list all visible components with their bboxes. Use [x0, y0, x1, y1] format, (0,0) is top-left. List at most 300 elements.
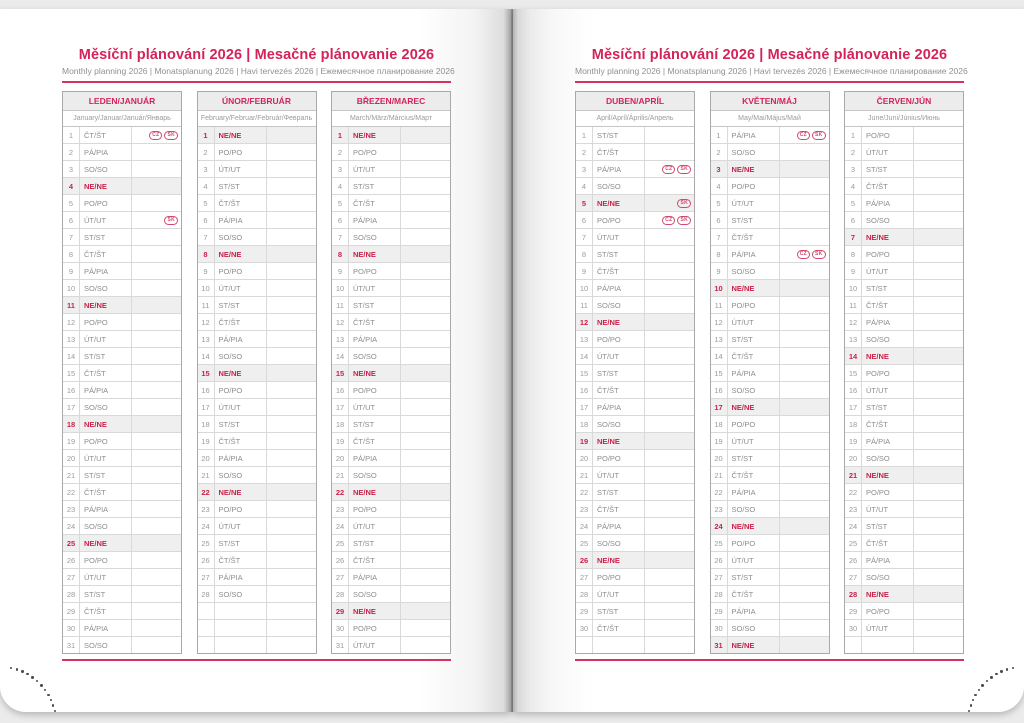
day-abbrev: PO/PO — [349, 501, 401, 517]
day-row — [845, 212, 963, 229]
day-note-cell — [267, 535, 316, 551]
day-number: 22 — [576, 484, 593, 500]
day-note-cell — [267, 127, 316, 143]
day-abbrev: NE/NE — [862, 229, 914, 245]
day-note-cell — [645, 467, 694, 483]
day-number: 10 — [198, 280, 215, 296]
day-abbrev: ÚT/UT — [862, 620, 914, 636]
day-abbrev: ST/ST — [862, 518, 914, 534]
day-number-empty — [198, 620, 215, 636]
day-row — [845, 620, 963, 637]
day-row — [198, 331, 316, 348]
day-note-cell — [914, 535, 963, 551]
day-row — [845, 195, 963, 212]
day-note-cell — [267, 365, 316, 381]
day-number: 28 — [711, 586, 728, 602]
day-row — [711, 484, 829, 501]
day-number: 24 — [845, 518, 862, 534]
day-row — [711, 297, 829, 314]
day-row — [576, 535, 694, 552]
day-row — [63, 195, 181, 212]
day-note-cell — [132, 552, 181, 568]
day-note-cell — [645, 484, 694, 500]
day-row — [63, 144, 181, 161]
day-row — [576, 144, 694, 161]
day-note-cell — [914, 246, 963, 262]
day-number: 4 — [63, 178, 80, 194]
day-note-cell — [780, 586, 829, 602]
day-number: 11 — [198, 297, 215, 313]
day-abbrev: ČT/ŠT — [80, 246, 132, 262]
day-number: 2 — [576, 144, 593, 160]
day-note-cell — [780, 484, 829, 500]
day-row — [63, 212, 181, 229]
day-note-cell — [401, 280, 450, 296]
day-number: 7 — [332, 229, 349, 245]
day-number: 1 — [332, 127, 349, 143]
day-row — [332, 433, 450, 450]
day-row — [845, 535, 963, 552]
day-note-cell — [267, 586, 316, 602]
day-abbrev: ST/ST — [593, 246, 645, 262]
day-abbrev: ÚT/UT — [349, 637, 401, 653]
day-row-sunday — [332, 365, 450, 382]
day-abbrev: ÚT/UT — [728, 552, 780, 568]
day-number: 4 — [711, 178, 728, 194]
day-abbrev: PO/PO — [862, 484, 914, 500]
day-abbrev: PO/PO — [215, 144, 267, 160]
month-table-unor-februar — [197, 91, 317, 654]
day-note-cell — [645, 212, 694, 228]
day-row-sunday — [845, 348, 963, 365]
day-number: 19 — [63, 433, 80, 449]
day-row — [576, 569, 694, 586]
day-number: 6 — [332, 212, 349, 228]
day-row — [332, 331, 450, 348]
day-abbrev: PO/PO — [728, 416, 780, 432]
day-abbrev: PO/PO — [862, 246, 914, 262]
day-number: 30 — [576, 620, 593, 636]
title-rule — [575, 81, 964, 83]
day-note-cell — [645, 535, 694, 551]
day-number: 3 — [845, 161, 862, 177]
day-abbrev: ÚT/UT — [80, 450, 132, 466]
day-note-cell — [132, 178, 181, 194]
day-abbrev: ČT/ŠT — [728, 467, 780, 483]
day-number: 12 — [845, 314, 862, 330]
day-number-empty — [198, 637, 215, 653]
day-note-cell — [267, 637, 316, 653]
page-subtitle: Monthly planning 2026 | Monatsplanung 2026 | Havi tervezés 2026 | Ежемесячное планирование 2026 — [62, 66, 455, 76]
day-abbrev: PO/PO — [593, 331, 645, 347]
day-abbrev: NE/NE — [728, 399, 780, 415]
day-note-cell — [132, 467, 181, 483]
day-abbrev: ČT/ŠT — [349, 195, 401, 211]
day-row — [198, 195, 316, 212]
day-abbrev: ÚT/UT — [215, 518, 267, 534]
day-number: 3 — [576, 161, 593, 177]
day-abbrev: NE/NE — [593, 195, 645, 211]
empty-day-row — [198, 637, 316, 653]
day-note-cell — [780, 161, 829, 177]
day-note-cell — [645, 603, 694, 619]
day-abbrev-empty — [215, 620, 267, 636]
day-row — [198, 518, 316, 535]
day-note-cell — [645, 178, 694, 194]
day-row — [63, 620, 181, 637]
day-number: 15 — [198, 365, 215, 381]
day-note-cell — [267, 518, 316, 534]
day-note-cell — [645, 144, 694, 160]
day-row — [845, 518, 963, 535]
day-row-sunday — [576, 552, 694, 569]
day-note-cell — [401, 450, 450, 466]
month-table-leden-januar — [62, 91, 182, 654]
day-note-cell — [914, 603, 963, 619]
day-note-cell — [401, 246, 450, 262]
day-abbrev-empty — [862, 637, 914, 653]
day-number: 25 — [332, 535, 349, 551]
day-note-cell — [645, 263, 694, 279]
day-number: 18 — [576, 416, 593, 432]
day-number: 14 — [711, 348, 728, 364]
day-number: 16 — [332, 382, 349, 398]
day-number-empty — [198, 603, 215, 619]
day-number: 11 — [576, 297, 593, 313]
day-abbrev: NE/NE — [349, 127, 401, 143]
day-row — [845, 161, 963, 178]
day-abbrev: PO/PO — [728, 297, 780, 313]
day-row-sunday — [63, 535, 181, 552]
day-abbrev: SO/SO — [728, 263, 780, 279]
day-note-cell — [780, 297, 829, 313]
months-row — [575, 91, 964, 654]
day-number: 9 — [711, 263, 728, 279]
day-number: 20 — [63, 450, 80, 466]
day-abbrev: NE/NE — [80, 535, 132, 551]
day-abbrev: ÚT/UT — [215, 280, 267, 296]
day-note-cell — [401, 416, 450, 432]
day-number: 11 — [332, 297, 349, 313]
day-abbrev: PÁ/PIA — [862, 552, 914, 568]
day-number: 27 — [198, 569, 215, 585]
day-number: 10 — [332, 280, 349, 296]
day-abbrev: PÁ/PIA — [728, 365, 780, 381]
day-row — [63, 637, 181, 653]
day-row — [332, 501, 450, 518]
day-abbrev: PÁ/PIA — [349, 212, 401, 228]
day-note-cell — [267, 297, 316, 313]
day-note-cell — [914, 127, 963, 143]
day-row — [845, 501, 963, 518]
day-row-sunday — [332, 603, 450, 620]
day-abbrev: ST/ST — [80, 229, 132, 245]
day-row — [576, 229, 694, 246]
day-note-cell — [780, 144, 829, 160]
day-note-cell — [401, 127, 450, 143]
day-note-cell — [401, 297, 450, 313]
day-note-cell — [132, 229, 181, 245]
day-number: 26 — [198, 552, 215, 568]
day-row — [845, 552, 963, 569]
day-note-cell — [401, 399, 450, 415]
day-row — [332, 178, 450, 195]
day-number: 31 — [332, 637, 349, 653]
day-row — [845, 144, 963, 161]
day-number: 22 — [711, 484, 728, 500]
day-abbrev: ST/ST — [593, 484, 645, 500]
day-row-sunday — [711, 399, 829, 416]
day-abbrev: PÁ/PIA — [349, 569, 401, 585]
day-abbrev: PÁ/PIA — [80, 382, 132, 398]
right-page — [513, 9, 1024, 712]
day-number: 27 — [576, 569, 593, 585]
day-abbrev: ST/ST — [593, 603, 645, 619]
day-abbrev: NE/NE — [215, 246, 267, 262]
day-note-cell — [401, 263, 450, 279]
day-note-cell — [780, 246, 829, 262]
day-note-cell — [780, 348, 829, 364]
day-number: 27 — [332, 569, 349, 585]
day-row — [845, 399, 963, 416]
left-page — [0, 9, 511, 712]
day-number: 30 — [332, 620, 349, 636]
day-number: 18 — [63, 416, 80, 432]
day-number: 29 — [576, 603, 593, 619]
day-row — [198, 314, 316, 331]
day-number: 1 — [711, 127, 728, 143]
day-abbrev: SO/SO — [80, 637, 132, 653]
day-number: 3 — [711, 161, 728, 177]
day-note-cell — [914, 467, 963, 483]
day-row — [711, 331, 829, 348]
day-note-cell — [267, 416, 316, 432]
day-note-cell — [645, 518, 694, 534]
day-row — [576, 297, 694, 314]
day-abbrev: PÁ/PIA — [862, 433, 914, 449]
day-row — [332, 637, 450, 653]
day-row — [332, 586, 450, 603]
day-row — [845, 382, 963, 399]
day-row — [576, 365, 694, 382]
day-abbrev: SO/SO — [215, 229, 267, 245]
day-number: 31 — [63, 637, 80, 653]
day-number: 24 — [576, 518, 593, 534]
day-row-sunday — [198, 127, 316, 144]
holiday-badge-sk-icon: SK — [812, 131, 826, 140]
day-number: 16 — [576, 382, 593, 398]
day-note-cell — [645, 331, 694, 347]
day-abbrev: PO/PO — [80, 433, 132, 449]
day-row — [711, 433, 829, 450]
day-note-cell — [132, 603, 181, 619]
day-row-sunday — [711, 161, 829, 178]
day-row — [198, 212, 316, 229]
day-abbrev: ST/ST — [80, 586, 132, 602]
day-number: 30 — [845, 620, 862, 636]
holiday-badge-cz-icon: CZ — [797, 250, 810, 259]
day-number: 27 — [711, 569, 728, 585]
day-note-cell — [132, 450, 181, 466]
day-number: 8 — [711, 246, 728, 262]
day-number: 29 — [711, 603, 728, 619]
day-row — [711, 416, 829, 433]
day-abbrev: SO/SO — [862, 450, 914, 466]
day-row — [845, 450, 963, 467]
day-note-cell — [780, 229, 829, 245]
day-note-cell — [267, 620, 316, 636]
day-number: 2 — [63, 144, 80, 160]
day-number: 5 — [845, 195, 862, 211]
day-abbrev: ÚT/UT — [728, 195, 780, 211]
day-note-cell — [132, 433, 181, 449]
day-number: 5 — [576, 195, 593, 211]
day-abbrev: ČT/ŠT — [862, 297, 914, 313]
day-note-cell — [267, 450, 316, 466]
day-row-sunday — [198, 246, 316, 263]
day-number: 2 — [711, 144, 728, 160]
day-row — [711, 144, 829, 161]
day-note-cell — [914, 484, 963, 500]
day-abbrev: ČT/ŠT — [215, 433, 267, 449]
day-number: 28 — [332, 586, 349, 602]
day-note-cell — [401, 144, 450, 160]
day-abbrev: NE/NE — [593, 433, 645, 449]
day-number: 16 — [198, 382, 215, 398]
day-note-cell — [914, 399, 963, 415]
day-number: 21 — [711, 467, 728, 483]
day-number: 8 — [576, 246, 593, 262]
day-abbrev: SO/SO — [80, 399, 132, 415]
day-row — [63, 246, 181, 263]
day-note-cell — [132, 416, 181, 432]
month-subtitle: January/Januar/Január/Январь — [63, 111, 181, 127]
day-abbrev: SO/SO — [728, 620, 780, 636]
day-row — [845, 314, 963, 331]
day-row — [63, 331, 181, 348]
day-note-cell — [401, 314, 450, 330]
day-abbrev: PO/PO — [593, 450, 645, 466]
day-abbrev: ST/ST — [80, 348, 132, 364]
day-row — [711, 127, 829, 144]
day-row — [711, 348, 829, 365]
day-note-cell — [645, 552, 694, 568]
day-note-cell — [914, 178, 963, 194]
holiday-badge-cz-icon: CZ — [662, 216, 675, 225]
day-row — [63, 433, 181, 450]
day-note-cell — [780, 569, 829, 585]
day-row — [711, 246, 829, 263]
day-note-cell — [267, 399, 316, 415]
month-header: ÚNOR/FEBRUÁR — [198, 92, 316, 111]
day-number: 22 — [845, 484, 862, 500]
day-note-cell — [645, 246, 694, 262]
day-row-sunday — [63, 178, 181, 195]
months-row — [62, 91, 451, 654]
day-note-cell — [645, 433, 694, 449]
day-number: 19 — [845, 433, 862, 449]
holiday-badge-sk-icon: SK — [677, 165, 691, 174]
day-number: 21 — [63, 467, 80, 483]
day-number: 13 — [576, 331, 593, 347]
day-abbrev: ST/ST — [593, 127, 645, 143]
day-row — [845, 127, 963, 144]
day-row — [63, 484, 181, 501]
day-note-cell — [267, 263, 316, 279]
day-row — [63, 365, 181, 382]
day-row — [576, 518, 694, 535]
day-note-cell — [267, 382, 316, 398]
day-number: 13 — [332, 331, 349, 347]
day-abbrev: NE/NE — [80, 178, 132, 194]
holiday-badge-cz-icon: CZ — [797, 131, 810, 140]
day-number: 15 — [845, 365, 862, 381]
day-row — [711, 552, 829, 569]
day-note-cell — [914, 229, 963, 245]
day-number: 14 — [845, 348, 862, 364]
day-row — [198, 280, 316, 297]
day-abbrev: ÚT/UT — [349, 280, 401, 296]
day-row — [63, 586, 181, 603]
day-row — [198, 450, 316, 467]
day-number: 14 — [576, 348, 593, 364]
day-number: 6 — [63, 212, 80, 228]
day-note-cell — [267, 246, 316, 262]
day-row — [198, 229, 316, 246]
day-note-cell — [401, 603, 450, 619]
day-row — [576, 331, 694, 348]
day-row — [198, 416, 316, 433]
day-row — [711, 382, 829, 399]
day-note-cell — [914, 263, 963, 279]
day-row — [332, 518, 450, 535]
month-subtitle: April/Apríl/Április/Апрель — [576, 111, 694, 127]
day-row — [198, 382, 316, 399]
day-note-cell — [645, 620, 694, 636]
day-number: 2 — [845, 144, 862, 160]
day-note-cell — [132, 620, 181, 636]
day-note-cell — [645, 280, 694, 296]
day-row — [63, 518, 181, 535]
day-abbrev: PO/PO — [862, 365, 914, 381]
day-abbrev: ÚT/UT — [349, 161, 401, 177]
day-row — [711, 535, 829, 552]
day-row — [198, 501, 316, 518]
day-row — [63, 552, 181, 569]
day-row — [332, 263, 450, 280]
day-abbrev: NE/NE — [593, 552, 645, 568]
day-abbrev: PÁ/PIA — [728, 127, 780, 143]
day-number: 20 — [576, 450, 593, 466]
day-number: 3 — [63, 161, 80, 177]
month-header: ČERVEN/JÚN — [845, 92, 963, 111]
day-number: 18 — [845, 416, 862, 432]
day-note-cell — [401, 637, 450, 653]
day-number: 9 — [63, 263, 80, 279]
day-number: 28 — [198, 586, 215, 602]
day-row — [711, 569, 829, 586]
day-abbrev: ÚT/UT — [862, 144, 914, 160]
day-abbrev: ÚT/UT — [349, 518, 401, 534]
day-number: 23 — [711, 501, 728, 517]
day-number: 6 — [845, 212, 862, 228]
day-note-cell — [780, 501, 829, 517]
day-number: 28 — [63, 586, 80, 602]
day-abbrev: ČT/ŠT — [215, 195, 267, 211]
day-number: 16 — [845, 382, 862, 398]
day-abbrev: SO/SO — [215, 467, 267, 483]
day-row — [63, 348, 181, 365]
